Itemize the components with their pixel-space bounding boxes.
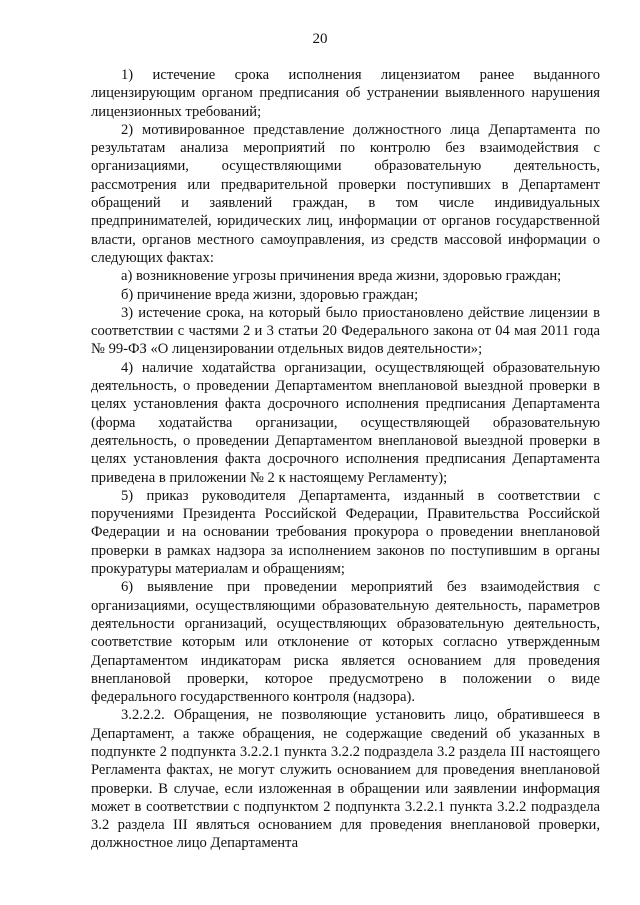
paragraph: 3) истечение срока, на который было приостановлено действие лицензии в соответствии с частями 2 и 3 статьи 20 Федерального закона от 04 мая 2011 года № 99-ФЗ «О лицензировании отдельных видов деятельности»; bbox=[91, 304, 600, 358]
paragraph: 5) приказ руководителя Департамента, изданный в соответствии с поручениями Президента Российской Федерации, Правительства Российской Федерации и на основании требования прокурора о проведении внеплановой проверки в рамках надзора за исполнением законов по поступившим в органы прокуратуры материалам и обращениям; bbox=[91, 487, 600, 578]
paragraph: 2) мотивированное представление должностного лица Департамента по результатам анализа мероприятий по контролю без взаимодействия с организациями, осуществляющими образовательную деятельность, рассмотрения или предварительной проверки поступивших в Департамент обращений и заявлений граждан, в том числе индивидуальных предпринимателей, юридических лиц, информации от органов государственной власти, органов местного самоуправления, из средств массовой информации о следующих фактах: bbox=[91, 121, 600, 266]
page-number: 20 bbox=[312, 31, 328, 47]
paragraph: б) причинение вреда жизни, здоровью граждан; bbox=[121, 286, 419, 303]
document-body bbox=[91, 66, 600, 853]
paragraph: 6) выявление при проведении мероприятий без взаимодействия с организациями, осуществляющими образовательную деятельность, параметров деятельности организаций, осуществляющих образовательную деятельность, соответствие которым или отклонение от которых согласно утвержденным Департаментом индикаторам риска является основанием для проведения внеплановой проверки, которое предусмотрено в положении о виде федерального государственного контроля (надзора). bbox=[91, 579, 600, 706]
paragraph: 3.2.2.2. Обращения, не позволяющие установить лицо, обратившееся в Департамент, а также обращения, не содержащие сведений об указанных в подпункте 2 подпункта 3.2.2.1 пункта 3.2.2 подраздела 3.2 раздела III настоящего Регламента фактах, не могут служить основанием для проведения внеплановой проверки. В случае, если изложенная в обращении или заявлении информация может в соответствии с подпунктом 2 подпункта 3.2.2.1 пункта 3.2.2 подраздела 3.2 раздела III являться основанием для проведения внеплановой проверки, должностное лицо Департамента bbox=[91, 707, 600, 852]
paragraph: 1) истечение срока исполнения лицензиатом ранее выданного лицензирующим органом предписания об устранении выявленного нарушения лицензионных требований; bbox=[91, 67, 600, 120]
paragraph: 4) наличие ходатайства организации, осуществляющей образовательную деятельность, о проведении Департаментом внеплановой выездной проверки в целях установления факта досрочного исполнения предписания Департамента (форма ходатайства организации, осуществляющей образовательную деятельность, о проведении Департаментом внеплановой выездной проверки в целях установления факта досрочного исполнения предписания Департамента приведена в приложении № 2 к настоящему Регламенту); bbox=[91, 359, 600, 486]
paragraph: а) возникновение угрозы причинения вреда жизни, здоровью граждан; bbox=[121, 268, 562, 285]
